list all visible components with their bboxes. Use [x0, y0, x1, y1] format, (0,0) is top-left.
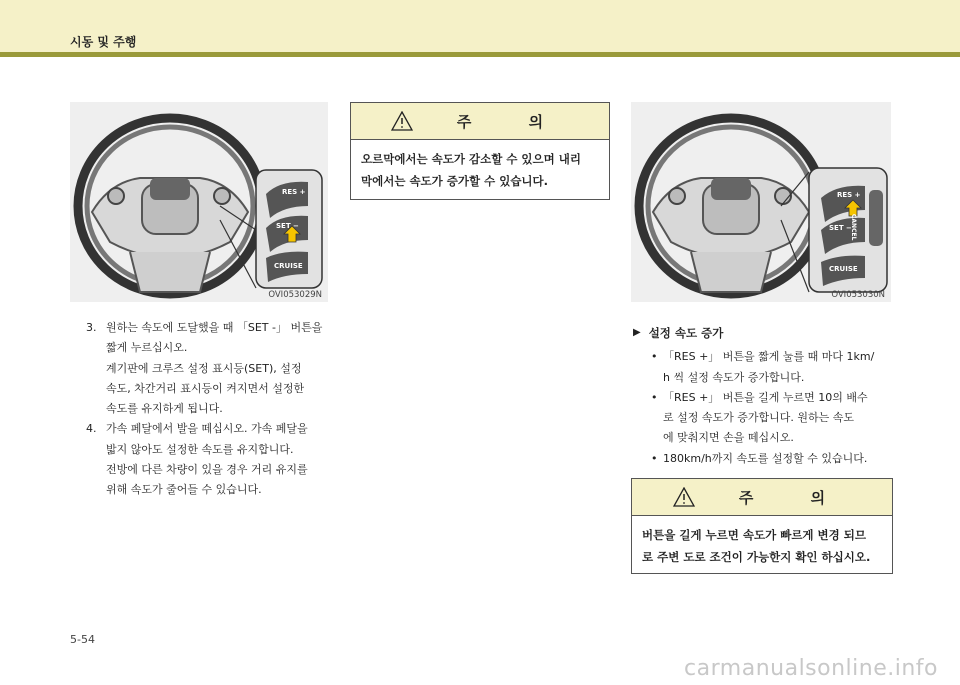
step-item — [86, 419, 336, 500]
bullet-line: 로 설정 속도가 증가합니다. 원하는 속도 — [663, 411, 854, 425]
steering-wheel-figure-right — [631, 102, 891, 302]
bullet-dot-icon: • — [651, 350, 658, 364]
step-line: 가속 페달에서 발을 떼십시오. 가속 페달을 — [106, 422, 308, 436]
step-line: 전방에 다른 차량이 있을 경우 거리 유지를 — [106, 463, 308, 477]
bullet-line: h 씩 설정 속도가 증가합니다. — [663, 370, 805, 384]
caution-line: 막에서는 속도가 증가할 수 있습니다. — [361, 174, 549, 188]
set-button-label: SET − — [829, 224, 852, 232]
subsection-title — [633, 323, 895, 343]
set-button-label: SET − — [276, 222, 299, 230]
bullet-dot-icon: • — [651, 451, 658, 465]
step-line: 속도, 차간거리 표시등이 켜지면서 설정한 — [106, 381, 305, 395]
cancel-button-label: CANCEL — [850, 214, 857, 241]
watermark: carmanualsonline.info — [684, 656, 938, 681]
triangle-marker-icon: ▶ — [633, 327, 641, 338]
step-line: 밟지 않아도 설정한 속도를 유지합니다. — [106, 442, 294, 456]
caution-title: 주 의 — [738, 488, 852, 507]
step-text — [106, 419, 308, 500]
page-header — [0, 0, 960, 57]
bullet-item — [633, 449, 895, 469]
subsection-title-text: 설정 속도 증가 — [648, 326, 724, 340]
steering-wheel-figure-left — [70, 102, 328, 302]
bullet-line: 에 맞춰지면 손을 떼십시오. — [663, 431, 794, 445]
figure-code: OVI053029N — [268, 290, 322, 300]
caution-box-bottom — [631, 478, 893, 574]
bullet-line: 180km/h까지 속도를 설정할 수 있습니다. — [663, 451, 868, 465]
res-button-label: RES + — [837, 191, 861, 199]
step-text — [106, 318, 322, 419]
step-line: 원하는 속도에 도달했을 때 「SET -」 버튼을 — [106, 321, 323, 334]
section-title: 시동 및 주행 — [70, 35, 137, 49]
bullet-line: 「RES +」 버튼을 짧게 눌를 때 마다 1km/ — [663, 350, 875, 364]
warning-icon — [391, 111, 413, 131]
page-number: 5-54 — [70, 633, 95, 646]
caution-title: 주 의 — [456, 112, 570, 131]
step-number: 3. — [86, 321, 97, 334]
res-button-label: RES + — [282, 188, 306, 196]
set-speed-increase-section — [633, 323, 895, 469]
caution-header — [351, 103, 609, 140]
bullet-line: 「RES +」 버튼을 길게 누르면 10의 배수 — [663, 390, 868, 404]
bullet-item — [633, 347, 895, 388]
bullet-item — [633, 388, 895, 449]
caution-body — [632, 516, 892, 576]
caution-line: 오르막에서는 속도가 감소할 수 있으며 내리 — [361, 152, 581, 166]
cruise-button-label: CRUISE — [274, 262, 303, 270]
header-divider — [0, 52, 960, 57]
steering-wheel-illustration — [70, 102, 328, 302]
step-list — [86, 318, 336, 501]
step-line: 속도를 유지하게 됩니다. — [106, 402, 223, 416]
caution-line: 버튼을 길게 누르면 속도가 빠르게 변경 되므 — [642, 528, 866, 542]
caution-box-top — [350, 102, 610, 200]
caution-header — [632, 479, 892, 516]
figure-code: OVI053030N — [831, 290, 885, 300]
step-item — [86, 318, 336, 419]
step-number: 4. — [86, 422, 97, 436]
step-line: 계기판에 크루즈 설정 표시등(SET), 설정 — [106, 361, 302, 375]
cruise-button-label: CRUISE — [829, 265, 858, 273]
caution-body — [351, 140, 609, 200]
step-line: 짧게 누르십시오. — [106, 341, 188, 355]
caution-line: 로 주변 도로 조건이 가능한지 확인 하십시오. — [642, 550, 871, 564]
step-line: 위해 속도가 줄어들 수 있습니다. — [106, 483, 262, 497]
bullet-dot-icon: • — [651, 390, 658, 404]
warning-icon — [673, 487, 695, 507]
